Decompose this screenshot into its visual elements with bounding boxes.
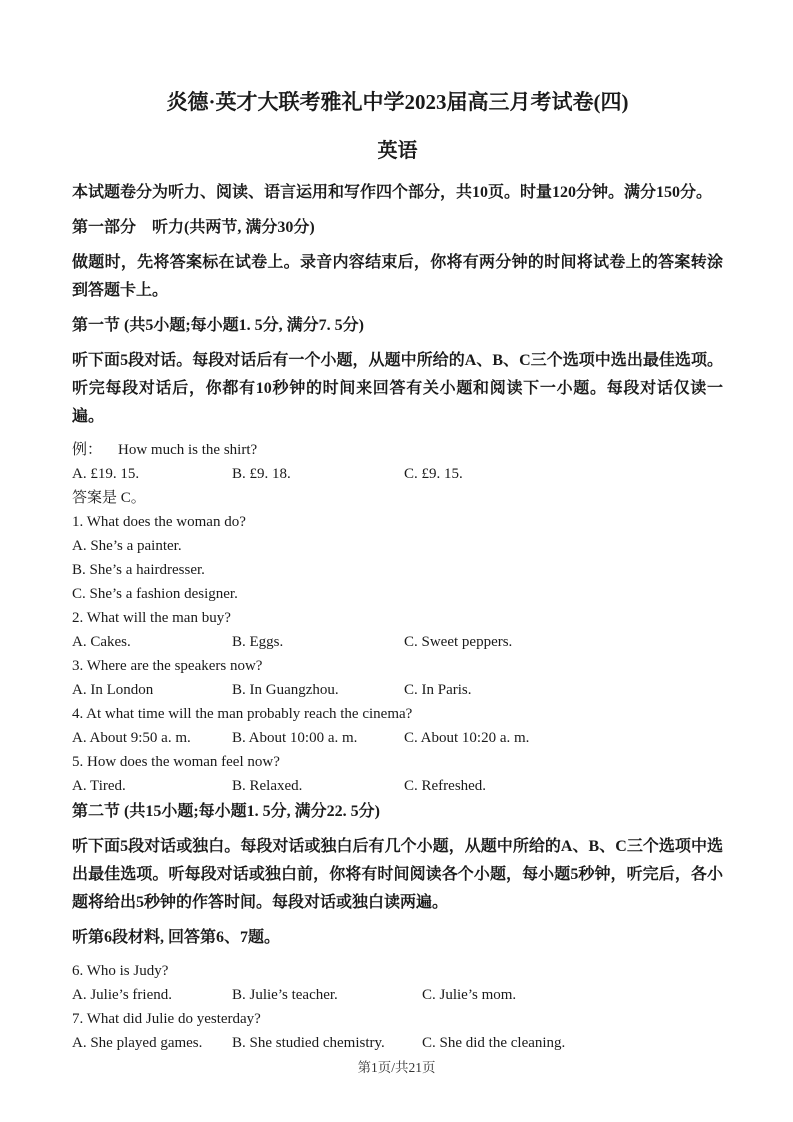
question-1: 1. What does the woman do? bbox=[72, 514, 246, 530]
example-option-b: B. £9. 18. bbox=[232, 466, 291, 482]
question-5-option-b: B. Relaxed. bbox=[232, 778, 303, 794]
example-question: How much is the shirt? bbox=[118, 442, 258, 458]
question-1-option-b: B. She’s a hairdresser. bbox=[72, 562, 205, 578]
question-1-option-c: C. She’s a fashion designer. bbox=[72, 586, 238, 602]
section1-heading: 第一节 (共5小题;每小题1. 5分, 满分7. 5分) bbox=[72, 317, 364, 334]
example-options-row bbox=[72, 462, 723, 486]
question-2-options-row bbox=[72, 630, 723, 654]
paper-intro: 本试题卷分为听力、阅读、语言运用和写作四个部分，共10页。时量120分钟。满分150分。 bbox=[72, 184, 713, 201]
section2-heading: 第二节 (共15小题;每小题1. 5分, 满分22. 5分) bbox=[72, 803, 380, 820]
question-1-option-a: A. She’s a painter. bbox=[72, 538, 182, 554]
question-2: 2. What will the man buy? bbox=[72, 610, 231, 626]
question-6-option-b: B. Julie’s teacher. bbox=[232, 987, 338, 1003]
example-option-c: C. £9. 15. bbox=[404, 466, 463, 482]
question-6: 6. Who is Judy? bbox=[72, 963, 169, 979]
question-4: 4. At what time will the man probably reach the cinema? bbox=[72, 706, 413, 722]
question-2-option-c: C. Sweet peppers. bbox=[404, 634, 513, 650]
question-4-option-a: A. About 9:50 a. m. bbox=[72, 730, 191, 746]
question-2-option-b: B. Eggs. bbox=[232, 634, 284, 650]
question-3: 3. Where are the speakers now? bbox=[72, 658, 263, 674]
section1-instructions: 听下面5段对话。每段对话后有一个小题，从题中所给的A、B、C三个选项中选出最佳选项。听完每段对话后，你都有10秒钟的时间来回答有关小题和阅读下一小题。每段对话仅读一遍。 bbox=[72, 352, 723, 425]
question-6-options-row bbox=[72, 983, 723, 1007]
question-7-option-a: A. She played games. bbox=[72, 1035, 203, 1051]
question-5-option-c: C. Refreshed. bbox=[404, 778, 487, 794]
question-7-option-b: B. She studied chemistry. bbox=[232, 1035, 385, 1051]
question-4-option-b: B. About 10:00 a. m. bbox=[232, 730, 358, 746]
question-3-option-c: C. In Paris. bbox=[404, 682, 472, 698]
question-2-option-a: A. Cakes. bbox=[72, 634, 131, 650]
example-label: 例： bbox=[72, 442, 103, 458]
example-answer: 答案是 C。 bbox=[72, 490, 146, 506]
question-7-option-c: C. She did the cleaning. bbox=[422, 1035, 566, 1051]
question-6-option-c: C. Julie’s mom. bbox=[422, 987, 517, 1003]
page-number: 第1页/共21页 bbox=[357, 1060, 436, 1075]
question-5: 5. How does the woman feel now? bbox=[72, 754, 280, 770]
question-3-option-b: B. In Guangzhou. bbox=[232, 682, 339, 698]
question-6-option-a: A. Julie’s friend. bbox=[72, 987, 172, 1003]
example-line bbox=[72, 438, 723, 462]
question-5-options-row bbox=[72, 774, 723, 798]
example-option-a: A. £19. 15. bbox=[72, 466, 140, 482]
part1-instructions: 做题时，先将答案标在试卷上。录音内容结束后，你将有两分钟的时间将试卷上的答案转涂到答题卡上。 bbox=[72, 254, 723, 299]
paper-title: 炎德·英才大联考雅礼中学2023届高三月考试卷(四) bbox=[166, 90, 629, 114]
material-6-note: 听第6段材料, 回答第6、7题。 bbox=[72, 929, 281, 946]
section2-instructions: 听下面5段对话或独白。每段对话或独白后有几个小题，从题中所给的A、B、C三个选项中选出最佳选项。听每段对话或独白前，你将有时间阅读各个小题，每小题5秒钟，听完后，各小题将给出5秒钟的作答时间。每段对话或独白读两遍。 bbox=[72, 838, 723, 911]
question-4-option-c: C. About 10:20 a. m. bbox=[404, 730, 530, 746]
part1-heading: 第一部分 听力(共两节, 满分30分) bbox=[72, 219, 315, 236]
subject-heading: 英语 bbox=[377, 140, 418, 162]
question-3-option-a: A. In London bbox=[72, 682, 154, 698]
question-7-options-row bbox=[72, 1031, 723, 1055]
question-5-option-a: A. Tired. bbox=[72, 778, 126, 794]
question-3-options-row bbox=[72, 678, 723, 702]
question-7: 7. What did Julie do yesterday? bbox=[72, 1011, 261, 1027]
question-4-options-row bbox=[72, 726, 723, 750]
